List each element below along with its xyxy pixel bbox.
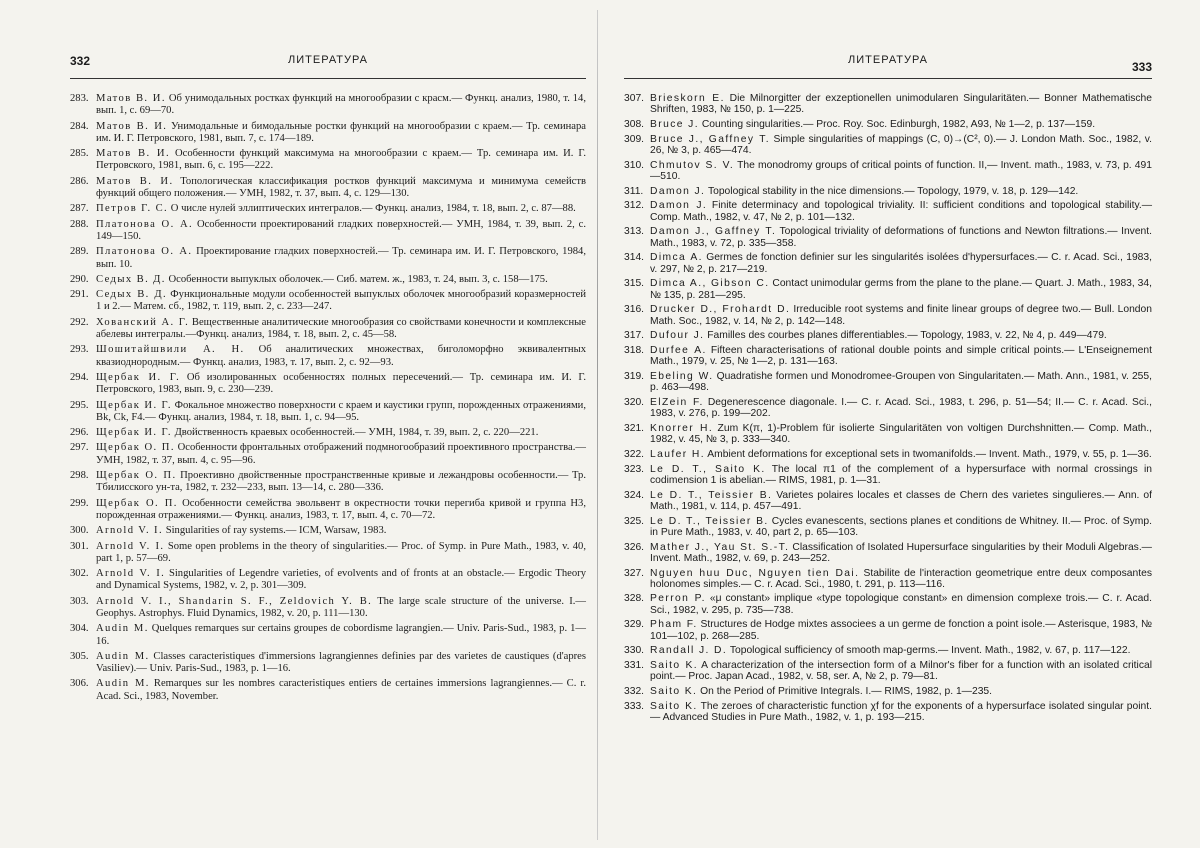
reference-text: Ambient deformations for exceptional sets in twomanifolds.— Invent. Math., 1979, v. 55, p. 1—36.: [707, 448, 1152, 460]
page-header: [70, 52, 586, 74]
reference-entry: [624, 397, 1152, 420]
reference-author: Щербак И. Г.: [96, 427, 172, 439]
reference-number: 297.: [70, 442, 89, 454]
reference-author: Le D. T., Teissier B.: [650, 489, 773, 501]
reference-author: Платонова О. А.: [96, 218, 194, 230]
header-rule: [624, 78, 1152, 79]
reference-entry: [624, 186, 1152, 197]
reference-entry: [70, 219, 586, 244]
reference-author: Audin M.: [96, 623, 149, 635]
reference-entry: [70, 568, 586, 593]
reference-author: Ebeling W.: [650, 370, 714, 382]
reference-author: Le D. T., Teissier B.: [650, 515, 769, 527]
header-rule: [70, 78, 586, 79]
reference-number: 310.: [624, 159, 645, 171]
reference-number: 288.: [70, 218, 89, 230]
reference-author: Le D. T., Saito K.: [650, 463, 766, 475]
reference-author: Drucker D., Frohardt D.: [650, 304, 791, 316]
reference-author: Bruce J., Gaffney T.: [650, 133, 770, 145]
page-number: 332: [70, 54, 91, 68]
reference-text: Об аналитических множествах, биголоморфно эквивалентных квазиоднородным.— Функц. анализ, 1983, т. 17, вып. 2, с. 92—93.: [96, 344, 586, 368]
right-page: [602, 0, 1200, 848]
reference-author: Damon J., Gaffney T.: [650, 226, 777, 238]
reference-entry: [624, 490, 1152, 513]
reference-entry: [624, 160, 1152, 183]
reference-entry: [624, 593, 1152, 616]
reference-text: Фокальное множество поверхности с краем и каустики групп, порожденных отражениями, Bk, Ck, F4.— Функц. анализ, 1984, т. 18, вып. 1, с. 94—95.: [96, 399, 586, 423]
reference-text: Degenerescence diagonale. I.— C. r. Acad. Sci., 1983, t. 296, p. 51—54; II.— C. r. Acad. Sci., 1983, v. 276, p. 199—202.: [650, 396, 1152, 420]
reference-number: 325.: [624, 515, 645, 527]
reference-author: Щербак О. П.: [96, 442, 175, 454]
reference-number: 327.: [624, 567, 645, 579]
reference-text: Singularities of Legendre varieties, of evolvents and of fronts at an obstacle.— Ergodic Theory and Dynamical Systems, 1982, v. 2, p. 301—309.: [96, 568, 586, 592]
reference-entry: [70, 427, 586, 439]
reference-text: Об унимодальных ростках функций на многообразии с красм.— Функц. анализ, 1980, т. 14, вып. 1, с. 69—70.: [96, 93, 587, 117]
reference-author: Матов В. И.: [96, 175, 174, 187]
reference-text: Topological stability in the nice dimensions.— Topology, 1979, v. 18, p. 129—142.: [707, 185, 1079, 197]
reference-text: Irreducible root systems and finite linear groups of degree two.— Bull. London Math. Soc., 1982, v. 14, № 2, p. 142—148.: [650, 304, 1152, 327]
reference-entry: [624, 660, 1152, 683]
reference-entry: [624, 134, 1152, 157]
reference-text: Проектирование гладких поверхностей.— Тр. семинара им. И. Г. Петровского, 1984, вып. 10.: [96, 246, 587, 270]
reference-entry: [624, 619, 1152, 642]
reference-text: Zum K(π, 1)-Problem für isolierte Singularitäten von voltigen Durchshnitten.— Comp. Math., 1982, v. 45, № 3, p. 333—340.: [650, 422, 1152, 446]
reference-number: 307.: [624, 93, 645, 104]
reference-text: Особенности фронтальных отображений подмногообразий проективного пространства.— УМН, 1982, т. 37, вып. 4, с. 95—96.: [96, 442, 586, 466]
left-page: [0, 0, 598, 848]
reference-number: 289.: [70, 246, 89, 258]
reference-text: Вещественные аналитические многообразия со свойствами конечности и комплексные абелевы интегралы.—Функц. анализ, 1984, т. 18, вып. 2, с. 45—58.: [96, 316, 586, 341]
reference-text: Simple singularities of mappings (C, 0)→(C², 0).— J. London Math. Soc., 1982, v. 26, № 3, p. 465—474.: [650, 133, 1152, 156]
reference-text: Topological triviality of deformations of functions and Newton filtrations.— Invent. Math., 1983, v. 72, p. 335—358.: [650, 226, 1153, 249]
reference-text: The zeroes of characteristic function χf for the exponents of a hypersurface isolated singular point.— Advanced Studies in Pure Math., 1982, v. 1, p. 193—215.: [650, 700, 1152, 724]
reference-entry: [70, 344, 586, 369]
reference-text: Familles des courbes planes differentiables.— Topology, 1983, v. 22, № 4, p. 449—479.: [707, 330, 1107, 342]
reference-author: Audin M.: [96, 678, 150, 690]
reference-number: 287.: [70, 203, 89, 215]
reference-entry: [70, 203, 586, 215]
reference-number: 326.: [624, 541, 645, 553]
reference-number: 303.: [70, 595, 89, 607]
reference-number: 285.: [70, 148, 89, 160]
reference-text: О числе нулей эллиптических интегралов.— Функц. анализ, 1984, т. 18, вып. 2, с. 87—88.: [170, 203, 576, 215]
reference-number: 305.: [70, 650, 89, 662]
reference-text: «μ constant» implique «type topologique constant» en dimension complexe trois.— C. r. Acad. Sci., 1982, v. 295, p. 735—738.: [650, 593, 1152, 616]
reference-entry: [70, 289, 586, 314]
reference-entry: [70, 317, 586, 342]
reference-text: Remarques sur les nombres caracteristiques entiers de certaines immersions lagrangiennes.— C. r. Acad. Sci., 1983, November.: [96, 678, 586, 702]
reference-entry: [70, 442, 586, 467]
reference-entry: [70, 623, 586, 648]
reference-number: 309.: [624, 133, 645, 145]
reference-entry: [624, 304, 1152, 327]
reference-number: 312.: [624, 200, 645, 212]
reference-author: Хованский А. Г.: [96, 316, 190, 328]
reference-entry: [624, 686, 1152, 697]
reference-author: Седых В. Д.: [96, 273, 166, 285]
reference-number: 290.: [70, 273, 89, 285]
reference-author: Bruce J.: [650, 118, 699, 130]
reference-entry: [70, 246, 586, 271]
reference-number: 298.: [70, 470, 89, 482]
reference-number: 330.: [624, 645, 645, 657]
reference-number: 323.: [624, 463, 645, 475]
reference-author: Щербак О. П.: [96, 497, 178, 509]
reference-text: The local π1 of the complement of a hypersurface with normal crossings in codimension 1 is abelian.— RIMS, 1981, p. 1—31.: [650, 463, 1152, 486]
reference-number: 296.: [70, 427, 89, 439]
reference-author: Arnold V. I.: [96, 525, 164, 537]
reference-entry: [70, 274, 586, 286]
reference-number: 332.: [624, 686, 645, 698]
reference-number: 317.: [624, 330, 645, 342]
reference-author: Chmutov S. V.: [650, 159, 735, 171]
reference-entry: [624, 516, 1152, 539]
reference-text: Fifteen characterisations of rational double points and simple critical points.— L'Enseignement Math., 1979, v. 25, № 1—2, p. 131—163.: [650, 344, 1152, 368]
reference-entry: [624, 330, 1152, 341]
running-title: ЛИТЕРАТУРА: [288, 54, 368, 66]
reference-number: 328.: [624, 593, 645, 605]
reference-entry: [624, 423, 1152, 446]
reference-entry: [624, 226, 1152, 249]
reference-entry: [624, 542, 1152, 565]
reference-entry: [624, 568, 1152, 591]
reference-author: Pham F.: [650, 619, 698, 631]
reference-entry: [624, 449, 1152, 460]
reference-author: Damon J.: [650, 200, 708, 212]
reference-text: Stabilite de l'interaction geometrique entre deux composantes holonomes simples.— C. r. Acad. Sci., 1980, t. 291, p. 113—116.: [650, 567, 1152, 590]
reference-number: 319.: [624, 370, 645, 382]
reference-number: 301.: [70, 540, 89, 552]
reference-text: Функциональные модули особенностей выпуклых оболочек многообразий коразмерностей 1 и 2.— Матем. сб., 1982, т. 119, вып. 2, с. 233—247.: [96, 289, 586, 313]
reference-number: 311.: [624, 185, 644, 197]
reference-author: Durfee A.: [650, 344, 707, 356]
reference-number: 321.: [624, 422, 645, 434]
reference-number: 291.: [70, 289, 89, 301]
reference-author: Dufour J.: [650, 330, 705, 342]
reference-text: Топологическая классификация ростков функций максимума и минимума семейств функций общего положения.— УМН, 1982, т. 37, вып. 4, с. 129—130.: [96, 175, 586, 200]
reference-entry: [70, 121, 586, 146]
reference-author: Петров Г. С.: [96, 203, 169, 215]
reference-text: The monodromy groups of critical points of function. II,— Invent. math., 1983, v. 73, p. 491—510.: [650, 159, 1152, 182]
reference-author: Arnold V. I.: [96, 568, 166, 580]
reference-number: 304.: [70, 623, 89, 635]
reference-number: 316.: [624, 304, 645, 316]
reference-text: A characterization of the intersection form of a Milnor's fiber for a function with an isolated critical point.— Proc. Japan Acad., 1982, v. 58, ser. A, № 2, p. 79—81.: [650, 660, 1152, 683]
reference-text: Cycles evanescents, sections planes et conditions de Whitney. II.— Proc. of Symp. in Pure Math., 1983, v. 40, part 2, p. 65—103.: [650, 515, 1152, 538]
reference-entry: [624, 371, 1152, 394]
reference-author: Arnold V. I., Shandarin S. F., Zeldovich Y. B.: [96, 595, 373, 607]
reference-author: Платонова О. А.: [96, 246, 193, 258]
reference-author: Nguyen huu Duc, Nguyen tien Dai.: [650, 567, 860, 579]
reference-author: Mather J., Yau St. S.-T.: [650, 541, 790, 553]
reference-text: Особенности семейства эвольвент в окрестности точки перегиба кривой и группа H3, порожденная отражениями.— Функц. анализ, 1983, т. 17, вып. 4, с. 70—72.: [96, 497, 586, 521]
reference-author: Saito K.: [650, 686, 698, 698]
reference-number: 329.: [624, 619, 645, 631]
reference-text: Особенности функций максимума на многообразии с краем.— Тр. семинара им. И. Г. Петровского, 1981, вып. 6, с. 195—222.: [96, 148, 586, 172]
reference-text: Проективно двойственные пространственные кривые и лежандровы особенности.— Тр. Тбилисского ун-та, 1982, т. 232—233, вып. 13—14, с. 280—336.: [96, 470, 586, 494]
reference-entry: [70, 525, 586, 537]
reference-author: Saito K.: [650, 660, 699, 672]
reference-number: 294.: [70, 371, 89, 383]
reference-entry: [624, 278, 1152, 301]
reference-entry: [70, 176, 586, 201]
reference-number: 283.: [70, 93, 89, 104]
reference-entry: [70, 470, 586, 495]
reference-text: Особенности выпуклых оболочек.— Сиб. матем. ж., 1983, т. 24, вып. 3, с. 158—175.: [168, 273, 548, 285]
reference-entry: [70, 596, 586, 621]
reference-text: The large scale structure of the universe. I.— Geophys. Astrophys. Fluid Dynamics, 1982, v. 20, p. 111—130.: [96, 595, 586, 619]
reference-text: Structures de Hodge mixtes associees a un germe de fonction a point isole.— Asterisque, 1983, № 101—102, p. 268—285.: [650, 619, 1152, 642]
reference-number: 318.: [624, 344, 645, 356]
reference-author: ElZein F.: [650, 396, 704, 408]
reference-entry: [624, 464, 1152, 487]
reference-number: 306.: [70, 678, 89, 690]
reference-author: Knorrer H.: [650, 422, 714, 434]
reference-number: 308.: [624, 118, 645, 130]
reference-author: Dimca A.: [650, 252, 703, 264]
reference-entry: [624, 200, 1152, 223]
reference-author: Щербак И. Г.: [96, 371, 181, 383]
reference-number: 302.: [70, 568, 89, 580]
reference-text: On the Period of Primitive Integrals. I.— RIMS, 1982, p. 1—235.: [700, 686, 993, 698]
reference-text: Двойственность краевых особенностей.— УМН, 1984, т. 39, вып. 2, с. 220—221.: [174, 427, 539, 439]
reference-number: 284.: [70, 120, 89, 132]
reference-text: Унимодальные и бимодальные ростки функций на многообразии с краем.— Тр. семинара им. И. Г. Петровского, 1981, вып. 7, с. 174—189.: [96, 120, 586, 144]
reference-author: Perron P.: [650, 593, 706, 605]
reference-number: 331.: [624, 660, 645, 672]
reference-text: Some open problems in the theory of singularities.— Proc. of Symp. in Pure Math., 1983, v. 40, part 1, p. 57—69.: [96, 540, 586, 564]
reference-entry: [624, 93, 1152, 116]
reference-author: Audin M.: [96, 650, 150, 662]
reference-number: 314.: [624, 252, 645, 264]
reference-number: 286.: [70, 175, 89, 187]
reference-text: Contact unimodular germs from the plane to the plane.— Quart. J. Math., 1983, 34, № 135, p. 281—295.: [650, 278, 1152, 301]
reference-entry: [70, 498, 586, 523]
reference-text: Varietes polaires locales et classes de Chern des varietes singulieres.— Ann. of Math., 1981, v. 114, p. 457—491.: [650, 489, 1152, 512]
reference-entry: [70, 148, 586, 173]
reference-text: Singularities of ray systems.— ICM, Warsaw, 1983.: [165, 525, 387, 537]
reference-author: Damon J.: [650, 185, 706, 197]
reference-entry: [624, 645, 1152, 656]
reference-number: 292.: [70, 316, 89, 328]
reference-author: Матов В. И.: [96, 148, 170, 160]
reference-entry: [624, 345, 1152, 368]
reference-text: Die Milnorgitter der exzeptionellen unimodularen Singularitäten.— Bonner Mathematische Shriften, 1983, № 150, p. 1—225.: [650, 93, 1152, 116]
reference-entry: [70, 678, 586, 703]
reference-text: Counting singularities.— Proc. Roy. Soc. Edinburgh, 1982, A93, № 1—2, p. 137—159.: [701, 118, 1096, 130]
reference-entry: [70, 400, 586, 425]
reference-number: 300.: [70, 525, 89, 537]
reference-entry: [624, 701, 1152, 724]
page-gutter: [597, 10, 598, 840]
reference-author: Седых В. Д.: [96, 289, 168, 301]
reference-author: Матов В. И.: [96, 120, 168, 132]
reference-author: Laufer H.: [650, 448, 705, 460]
reference-author: Dimca A., Gibson C.: [650, 278, 770, 290]
reference-number: 295.: [70, 399, 89, 411]
reference-number: 293.: [70, 344, 89, 356]
reference-entry: [70, 541, 586, 566]
reference-number: 313.: [624, 226, 645, 238]
reference-text: Classes caracteristiques d'immersions lagrangiennes definies par des varietes de caustiques (d'apres Vasiliev).— Univ. Paris-Sud., 1983, p. 1—16.: [96, 650, 587, 675]
reference-number: 315.: [624, 278, 645, 290]
reference-number: 299.: [70, 497, 89, 509]
reference-entry: [624, 119, 1152, 130]
page-header: [624, 52, 1152, 74]
reference-text: Quelques remarques sur certains groupes de cobordisme lagrangien.— Univ. Paris-Sud., 1983, p. 1—16.: [96, 623, 587, 647]
reference-author: Щербак И. Г.: [96, 399, 172, 411]
reference-author: Шошитайшвили А. Н.: [96, 344, 245, 356]
reference-text: Finite determinacy and topological triviality. II: sufficient conditions and topological stability.— Comp. Math., 1982, v. 47, № 2, p. 101—132.: [650, 200, 1152, 223]
reference-author: Матов В. И.: [96, 93, 166, 104]
reference-entry: [70, 93, 586, 118]
running-title: ЛИТЕРАТУРА: [848, 54, 928, 66]
reference-author: Щербак О. П.: [96, 470, 177, 482]
reference-text: Особенности проектирований гладких поверхностей.— УМН, 1984, т. 39, вып. 2, с. 149—150.: [96, 218, 586, 242]
reference-author: Arnold V. I.: [96, 540, 165, 552]
reference-list: [624, 93, 1152, 723]
reference-number: 322.: [624, 448, 645, 460]
reference-author: Randall J. D.: [650, 645, 728, 657]
reference-list: [70, 93, 586, 703]
page-number: 333: [1131, 60, 1152, 74]
reference-entry: [624, 252, 1152, 275]
reference-entry: [70, 372, 586, 397]
reference-author: Saito K.: [650, 700, 698, 712]
reference-number: 333.: [624, 700, 645, 712]
reference-number: 324.: [624, 489, 645, 501]
reference-author: Brieskorn E.: [650, 93, 725, 104]
reference-text: Quadratishe formen und Monodromee-Groupen von Singularitaten.— Math. Ann., 1981, v. 255, p. 463—498.: [650, 370, 1152, 394]
reference-text: Germes de fonction definier sur les singularités isolées d'hypersurfaces.— C. r. Acad. Sci., 1983, v. 297, № 2, p. 217—219.: [650, 252, 1152, 275]
reference-text: Topological sufficiency of smooth map-germs.— Invent. Math., 1982, v. 67, p. 117—122.: [729, 645, 1131, 657]
reference-number: 320.: [624, 396, 645, 408]
reference-text: Classification of Isolated Hupersurface singularities by their Moduli Algebras.— Invent. Math., 1982, v. 69, p. 243—252.: [650, 541, 1152, 564]
reference-text: Об изолированных особенностях полных пересечений.— Тр. семинара им. И. Г. Петровского, 1983, вып. 9, с. 230—239.: [96, 371, 586, 396]
reference-entry: [70, 651, 586, 676]
